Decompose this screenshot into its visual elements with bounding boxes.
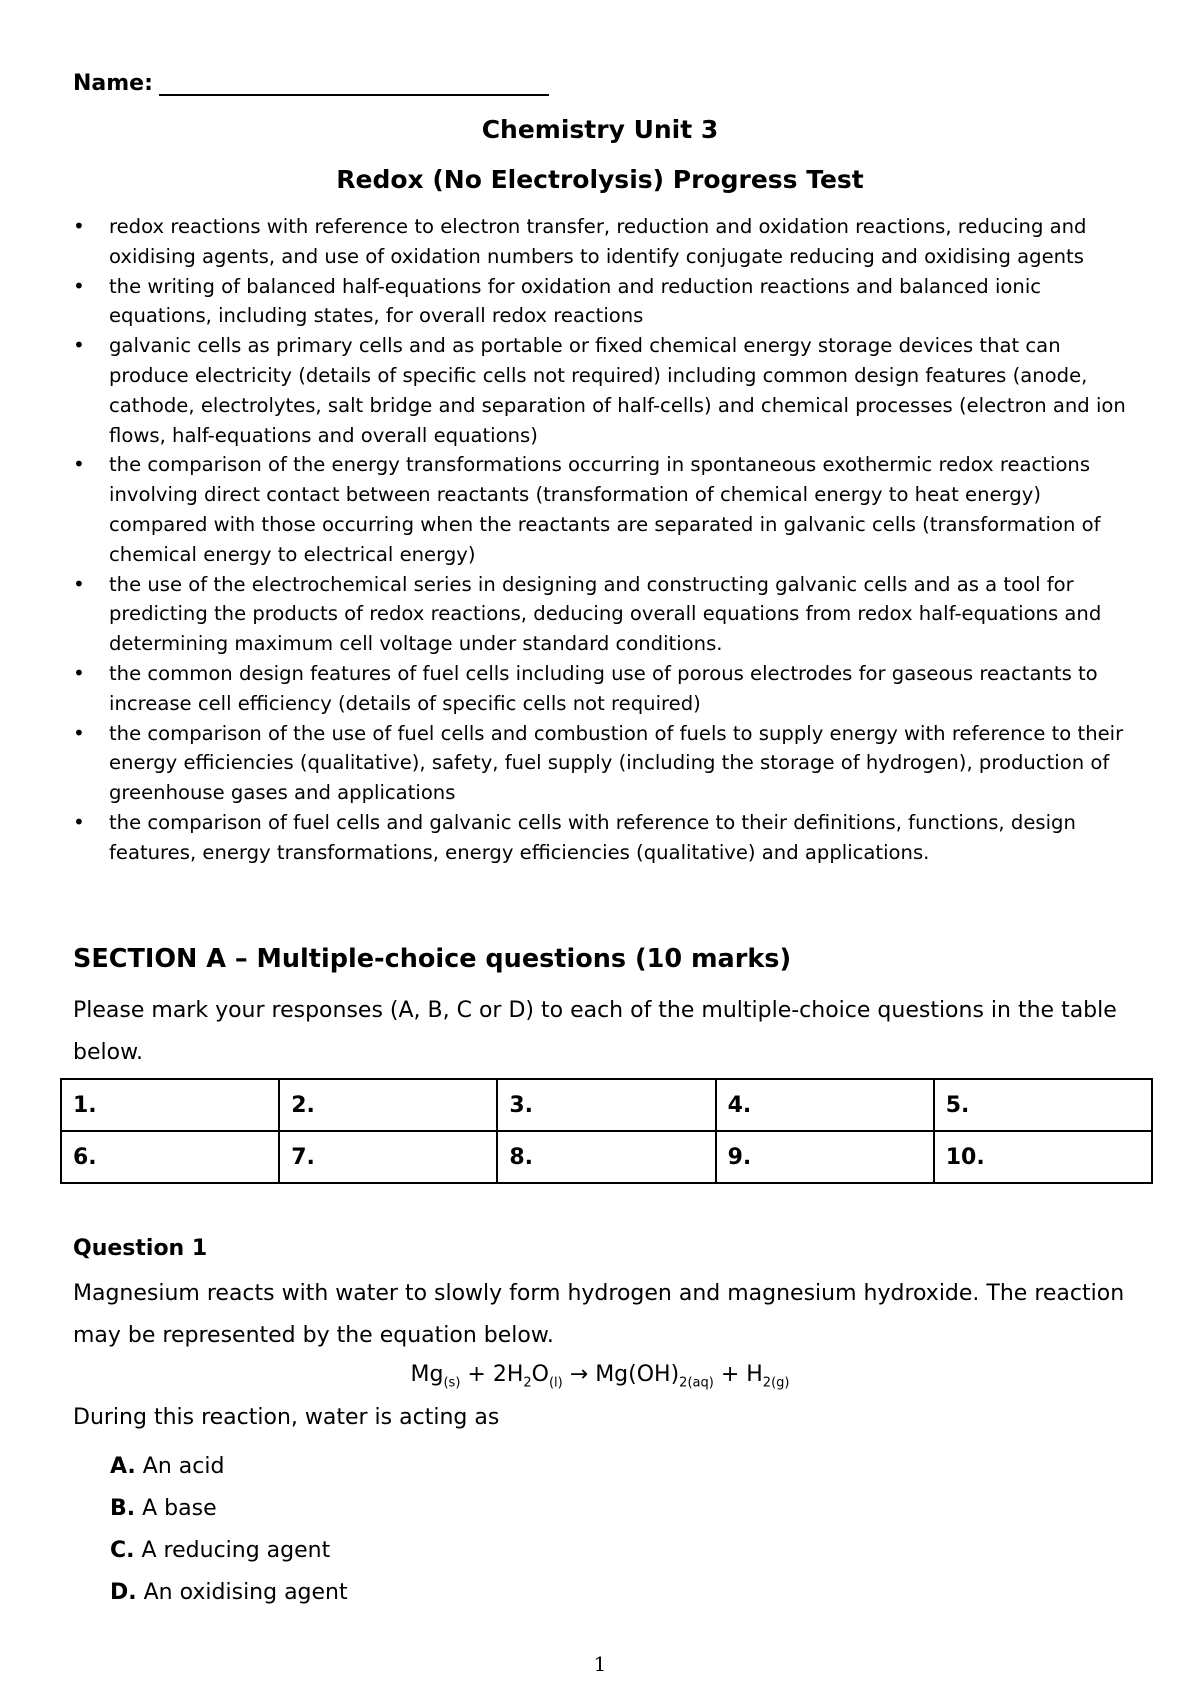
list-item: • the use of the electrochemical series in designing and constructing galvanic cells and as a tool for predicting the products of redox reactions, deducing overall equations from redox half-equations and determining maximum cell voltage under standard conditions.: [73, 570, 1133, 659]
answer-cell-8[interactable]: 8.: [497, 1131, 715, 1183]
name-blank-line[interactable]: [159, 70, 549, 96]
option-letter: D.: [110, 1580, 137, 1605]
question-1-text: Magnesium reacts with water to slowly form hydrogen and magnesium hydroxide. The reaction may be represented by the equation below.: [73, 1281, 1125, 1348]
list-item: • redox reactions with reference to electron transfer, reduction and oxidation reactions, reducing and oxidising agents, and use of oxidation numbers to identify conjugate reducing and oxidising agents: [73, 212, 1133, 272]
answer-cell-3[interactable]: 3.: [497, 1079, 715, 1131]
question-1-prompt: During this reaction, water is acting as: [73, 1405, 500, 1430]
list-item: • the comparison of fuel cells and galvanic cells with reference to their definitions, functions, design features, energy transformations, energy efficiencies (qualitative) and applications.: [73, 808, 1133, 868]
name-label: Name:: [73, 71, 153, 96]
answer-cell-2[interactable]: 2.: [279, 1079, 497, 1131]
answer-cell-10[interactable]: 10.: [934, 1131, 1152, 1183]
eq-plus: +: [467, 1362, 486, 1387]
answer-cell-1[interactable]: 1.: [61, 1079, 279, 1131]
option-c[interactable]: [110, 1530, 348, 1572]
answer-cell-7[interactable]: 7.: [279, 1131, 497, 1183]
eq-mg-state: (s): [443, 1375, 461, 1391]
eq-water-sub: 2: [523, 1375, 532, 1391]
answer-cell-6[interactable]: 6.: [61, 1131, 279, 1183]
eq-plus: +: [720, 1362, 740, 1387]
eq-water-state: (l): [548, 1375, 563, 1391]
section-a-instructions: Please mark your responses (A, B, C or D) to each of the multiple-choice questions in the table below.: [73, 998, 1117, 1065]
option-b[interactable]: [110, 1488, 348, 1530]
question-1-options: [110, 1446, 348, 1614]
list-item: • the comparison of the energy transformations occurring in spontaneous exothermic redox reactions involving direct contact between reactants (transformation of chemical energy to heat energy) compared with those occurring when the reactants are separated in galvanic cells (transformation of chemical energy to electrical energy): [73, 450, 1133, 569]
answer-cell-9[interactable]: 9.: [716, 1131, 934, 1183]
list-item: • the comparison of the use of fuel cells and combustion of fuels to supply energy with reference to their energy efficiencies (qualitative), safety, fuel supply (including the storage of hydrogen), production of greenhouse gases and applications: [73, 719, 1133, 808]
option-text: A base: [142, 1496, 217, 1521]
option-text: A reducing agent: [141, 1538, 331, 1563]
section-a-heading: SECTION A – Multiple-choice questions (10 marks): [73, 944, 792, 974]
page-number: 1: [593, 1652, 607, 1676]
list-item: • the writing of balanced half-equations for oxidation and reduction reactions and balanced ionic equations, including states, for overall redox reactions: [73, 272, 1133, 332]
eq-product-sub: 2(aq): [679, 1375, 714, 1391]
page-title: Chemistry Unit 3: [481, 115, 719, 144]
option-text: An oxidising agent: [143, 1580, 348, 1605]
answer-table: [60, 1078, 1153, 1184]
eq-mg: Mg: [410, 1362, 444, 1387]
eq-h2-sub: 2(g): [762, 1375, 790, 1391]
eq-water-o: O: [531, 1362, 549, 1387]
reaction-equation: [0, 1362, 1200, 1390]
answer-cell-5[interactable]: 5.: [934, 1079, 1152, 1131]
eq-arrow: →: [569, 1362, 589, 1387]
list-item: • galvanic cells as primary cells and as portable or fixed chemical energy storage devices that can produce electricity (details of specific cells not required) including common design features (anode, cathode, electrolytes, salt bridge and separation of half-cells) and chemical processes (electron and ion flows, half-equations and overall equations): [73, 331, 1133, 450]
eq-water: 2H: [492, 1362, 524, 1387]
name-field-row: [73, 70, 549, 96]
option-text: An acid: [142, 1454, 225, 1479]
eq-product: Mg(OH): [595, 1362, 680, 1387]
option-letter: C.: [110, 1538, 135, 1563]
table-row: [61, 1079, 1152, 1131]
option-a[interactable]: [110, 1446, 348, 1488]
question-1-heading: Question 1: [73, 1236, 208, 1261]
list-item: • the common design features of fuel cells including use of porous electrodes for gaseous reactants to increase cell efficiency (details of specific cells not required): [73, 659, 1133, 719]
study-design-list: [73, 212, 1133, 868]
answer-cell-4[interactable]: 4.: [716, 1079, 934, 1131]
table-row: [61, 1131, 1152, 1183]
option-letter: A.: [110, 1454, 136, 1479]
option-letter: B.: [110, 1496, 136, 1521]
page-subtitle: Redox (No Electrolysis) Progress Test: [336, 165, 864, 194]
option-d[interactable]: [110, 1572, 348, 1614]
eq-h2: H: [746, 1362, 763, 1387]
